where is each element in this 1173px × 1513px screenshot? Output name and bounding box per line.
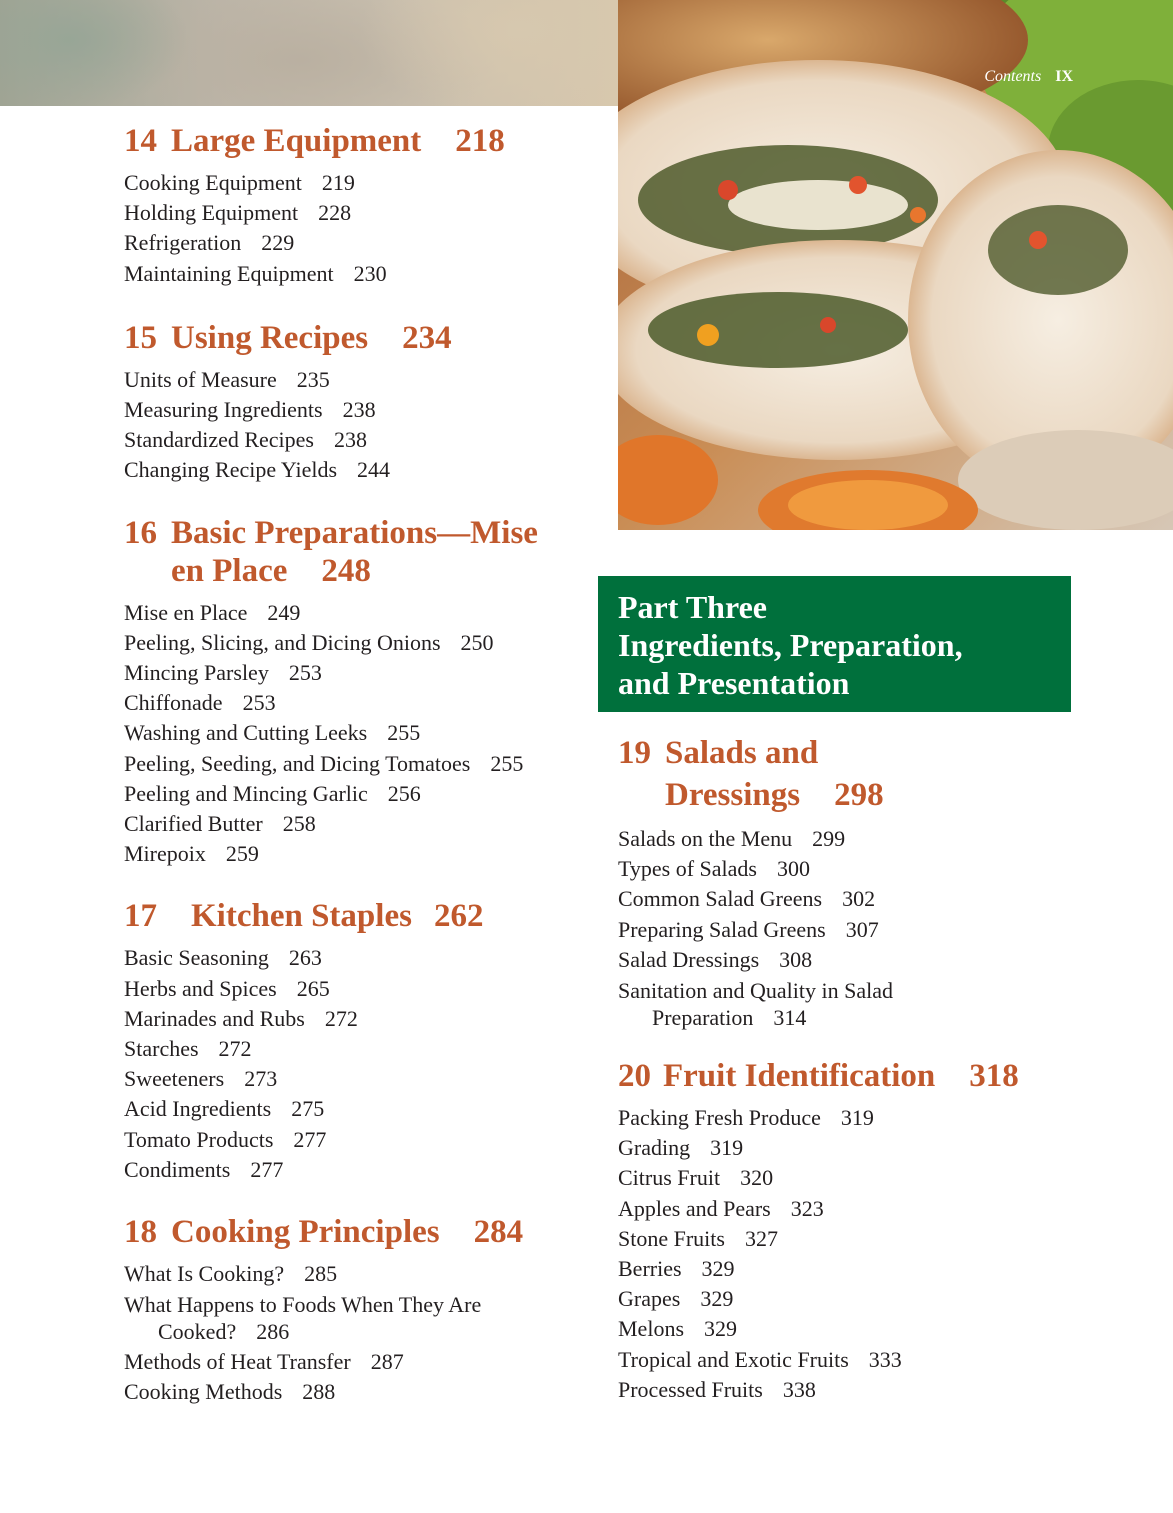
toc-entry[interactable]	[618, 884, 1088, 914]
entry-page: 302	[842, 886, 876, 912]
toc-entry[interactable]	[124, 943, 594, 973]
entry-page: 286	[256, 1319, 290, 1345]
entry-page: 238	[334, 427, 367, 453]
entry-page: 319	[840, 1105, 874, 1131]
entry-page: 333	[868, 1346, 902, 1372]
section-list	[618, 824, 1088, 1031]
chapter-number: 19	[618, 735, 651, 771]
toc-entry[interactable]	[124, 1155, 594, 1185]
entry-page: 244	[357, 457, 391, 483]
entry-title: Processed Fruits	[618, 1376, 763, 1402]
entry-title: Chiffonade	[124, 690, 223, 716]
chapter-number: 15	[124, 319, 157, 356]
toc-entry[interactable]	[124, 1347, 594, 1377]
toc-entry[interactable]	[618, 1375, 1088, 1405]
toc-entry[interactable]	[124, 749, 594, 779]
toc-entry[interactable]	[124, 1259, 594, 1289]
chapter-14	[124, 122, 594, 289]
running-head-label: Contents	[984, 68, 1042, 85]
chapter-title-text: Large Equipment	[171, 123, 422, 159]
toc-entry[interactable]	[124, 1094, 594, 1124]
entry-page: 338	[782, 1376, 816, 1402]
chapter-number: 17	[124, 898, 157, 935]
chapter-title	[171, 319, 594, 357]
entry-title: Tomato Products	[124, 1126, 274, 1152]
entry-page: 314	[773, 1005, 807, 1031]
running-head	[984, 68, 1073, 86]
toc-entry[interactable]	[618, 824, 1088, 854]
entry-page: 299	[812, 826, 846, 851]
toc-entry[interactable]	[618, 1194, 1088, 1224]
entry-page: 253	[288, 660, 322, 686]
running-head-page: IX	[1055, 68, 1073, 85]
chapter-title	[171, 514, 594, 590]
toc-entry[interactable]	[124, 198, 594, 228]
toc-entry[interactable]	[618, 1284, 1088, 1314]
toc-entry[interactable]	[124, 1125, 594, 1155]
toc-entry[interactable]	[124, 628, 594, 658]
section-list	[124, 1259, 594, 1408]
toc-entry[interactable]	[618, 945, 1088, 975]
chapter-heading[interactable]	[618, 732, 1088, 816]
chapter-heading[interactable]	[124, 514, 594, 590]
toc-entry[interactable]	[124, 974, 594, 1004]
entry-page: 319	[710, 1135, 744, 1161]
toc-entry[interactable]	[124, 598, 594, 628]
entry-title: Holding Equipment	[124, 200, 299, 226]
chapter-19	[618, 732, 1088, 1031]
chapter-number: 20	[618, 1058, 651, 1095]
entry-title: Mirepoix	[124, 841, 206, 867]
entry-title: Acid Ingredients	[124, 1096, 272, 1122]
contents-right-column	[618, 732, 1088, 1405]
entry-page: 228	[318, 200, 352, 226]
chapter-heading[interactable]	[618, 1057, 1088, 1095]
entry-page: 323	[790, 1195, 824, 1221]
entry-page: 258	[282, 811, 316, 837]
entry-page: 255	[387, 720, 421, 746]
chapter-number: 14	[124, 123, 157, 159]
entry-page: 272	[218, 1036, 252, 1062]
toc-entry[interactable]	[124, 1377, 594, 1407]
entry-title: Grading	[618, 1135, 691, 1161]
toc-entry[interactable]	[618, 854, 1088, 884]
part-three-banner[interactable]	[598, 576, 1071, 712]
entry-page: 285	[304, 1261, 338, 1287]
entry-title: Changing Recipe Yields	[124, 457, 338, 483]
entry-page: 277	[293, 1126, 327, 1152]
entry-page: 287	[370, 1349, 404, 1375]
toc-entry[interactable]	[124, 839, 594, 869]
section-list	[124, 943, 594, 1185]
entry-page: 329	[700, 1286, 734, 1312]
chapter-title	[171, 122, 594, 160]
entry-page: 307	[845, 916, 879, 942]
chapter-20	[618, 1057, 1088, 1405]
chapter-17	[124, 897, 594, 1185]
chapter-page: 218	[455, 123, 505, 159]
chapter-title	[191, 897, 594, 935]
decorative-photo-strip	[0, 0, 618, 106]
part-title-line-1: Ingredients, Preparation,	[618, 627, 963, 663]
toc-entry[interactable]	[618, 915, 1088, 945]
entry-title: Common Salad Greens	[618, 886, 823, 912]
entry-page: 265	[296, 975, 330, 1001]
chapter-title-text: Using Recipes	[171, 319, 369, 356]
toc-entry[interactable]	[124, 425, 594, 455]
entry-title: Mise en Place	[124, 599, 248, 625]
entry-page: 255	[490, 750, 524, 776]
toc-entry[interactable]	[618, 1163, 1088, 1193]
entry-title: Stone Fruits	[618, 1225, 725, 1251]
chapter-title-line-1: Salads and	[665, 735, 819, 771]
toc-entry[interactable]	[124, 365, 594, 395]
section-list	[124, 365, 594, 486]
entry-title: Cooking Methods	[124, 1379, 283, 1405]
toc-entry[interactable]	[124, 395, 594, 425]
part-label: Part Three	[618, 589, 767, 625]
entry-page: 308	[779, 946, 813, 972]
entry-title: Apples and Pears	[618, 1195, 771, 1221]
entry-title: Condiments	[124, 1156, 231, 1182]
entry-page: 219	[321, 170, 355, 195]
entry-title: Standardized Recipes	[124, 427, 314, 453]
entry-page: 300	[777, 856, 810, 882]
chapter-number: 18	[124, 1214, 157, 1251]
entry-title: Citrus Fruit	[618, 1165, 721, 1191]
entry-title: Clarified Butter	[124, 811, 263, 837]
entry-title: Tropical and Exotic Fruits	[618, 1346, 849, 1372]
part-title-line-2: and Presentation	[618, 665, 850, 701]
chapter-page: 298	[834, 777, 884, 813]
entry-page: 273	[244, 1066, 278, 1092]
toc-entry[interactable]	[618, 1224, 1088, 1254]
toc-entry[interactable]	[618, 1103, 1088, 1133]
entry-title: Salad Dressings	[618, 946, 760, 972]
entry-page: 277	[250, 1156, 284, 1182]
entry-page: 256	[387, 780, 421, 806]
entry-title: Packing Fresh Produce	[618, 1105, 821, 1131]
entry-page: 275	[291, 1096, 325, 1122]
entry-page: 329	[701, 1256, 735, 1282]
toc-entry[interactable]	[124, 809, 594, 839]
toc-entry[interactable]	[124, 1291, 594, 1345]
toc-entry[interactable]	[124, 658, 594, 688]
entry-title: Methods of Heat Transfer	[124, 1349, 351, 1375]
section-list	[124, 598, 594, 870]
entry-title: Sweeteners	[124, 1066, 225, 1092]
toc-entry[interactable]	[618, 1345, 1088, 1375]
entry-title: Berries	[618, 1256, 682, 1282]
chapter-page: 248	[321, 552, 371, 589]
entry-title: Peeling, Seeding, and Dicing Tomatoes	[124, 750, 471, 776]
toc-entry[interactable]	[124, 718, 594, 748]
entry-title: Refrigeration	[124, 230, 242, 256]
entry-title: Herbs and Spices	[124, 975, 277, 1001]
food-illustration	[618, 0, 1173, 530]
entry-title-line-2: Preparation	[652, 1005, 754, 1031]
entry-title: Marinades and Rubs	[124, 1005, 305, 1031]
toc-entry[interactable]	[618, 977, 1088, 1031]
entry-title-line-2: Cooked?	[158, 1319, 237, 1345]
chapter-title-line-1: Basic Preparations—Mise	[171, 514, 538, 551]
entry-page: 329	[704, 1316, 737, 1342]
chapter-title-line-2: Dressings	[665, 777, 801, 813]
section-list	[618, 1103, 1088, 1405]
entry-title: Basic Seasoning	[124, 945, 269, 971]
entry-title: Maintaining Equipment	[124, 260, 334, 286]
chapter-title-line-2: en Place	[171, 552, 288, 589]
toc-entry[interactable]	[124, 228, 594, 258]
entry-title: Preparing Salad Greens	[618, 916, 826, 942]
chapter-title	[663, 1057, 1088, 1095]
entry-page: 263	[288, 945, 322, 971]
toc-entry[interactable]	[124, 455, 594, 485]
entry-page: 259	[225, 841, 259, 867]
entry-page: 272	[324, 1005, 358, 1031]
toc-entry[interactable]	[124, 1064, 594, 1094]
chapter-heading[interactable]	[124, 319, 594, 357]
chapter-15	[124, 319, 594, 486]
toc-entry[interactable]	[124, 779, 594, 809]
chapter-heading[interactable]	[124, 1213, 594, 1251]
entry-title-line-1: Sanitation and Quality in Salad	[618, 978, 893, 1004]
entry-title: What Is Cooking?	[124, 1261, 285, 1287]
entry-title: Melons	[618, 1316, 684, 1342]
chapter-heading[interactable]	[124, 122, 594, 160]
toc-entry[interactable]	[124, 1034, 594, 1064]
entry-title: Mincing Parsley	[124, 660, 269, 686]
entry-title: Washing and Cutting Leeks	[124, 720, 368, 746]
entry-title: Starches	[124, 1036, 199, 1062]
chapter-title-text: Fruit Identification	[663, 1058, 936, 1095]
entry-title: Cooking Equipment	[124, 170, 302, 195]
entry-title: Measuring Ingredients	[124, 397, 323, 423]
chapter-page: 234	[402, 319, 452, 356]
stuffed-pork-roll-photo	[618, 0, 1173, 530]
entry-title: Peeling, Slicing, and Dicing Onions	[124, 629, 441, 655]
entry-page: 327	[744, 1225, 778, 1251]
entry-page: 230	[353, 260, 387, 286]
toc-entry[interactable]	[124, 259, 594, 289]
chapter-title-text: Cooking Principles	[171, 1214, 440, 1251]
toc-entry[interactable]	[124, 1004, 594, 1034]
chapter-heading[interactable]	[124, 897, 594, 935]
toc-entry[interactable]	[618, 1133, 1088, 1163]
entry-page: 320	[740, 1165, 774, 1191]
entry-title: Grapes	[618, 1286, 681, 1312]
chapter-page: 284	[473, 1214, 524, 1251]
entry-title: Peeling and Mincing Garlic	[124, 780, 368, 806]
chapter-16	[124, 514, 594, 870]
contents-left-column	[124, 122, 594, 1408]
toc-entry[interactable]	[124, 168, 594, 198]
entry-page: 253	[242, 690, 276, 716]
entry-page: 235	[296, 366, 330, 392]
section-list	[124, 168, 594, 289]
chapter-title-text: Kitchen Staples	[191, 898, 412, 935]
chapter-18	[124, 1213, 594, 1408]
chapter-page: 262	[433, 898, 484, 935]
toc-entry[interactable]	[618, 1254, 1088, 1284]
chapter-page: 318	[969, 1058, 1019, 1095]
entry-page: 250	[460, 629, 494, 655]
entry-page: 288	[302, 1379, 336, 1405]
chapter-number: 16	[124, 514, 157, 551]
entry-title: Types of Salads	[618, 856, 757, 882]
entry-title: Units of Measure	[124, 366, 277, 392]
entry-title: Salads on the Menu	[618, 826, 793, 851]
chapter-title	[665, 732, 1088, 816]
entry-page: 229	[261, 230, 295, 256]
chapter-title	[171, 1213, 594, 1251]
toc-entry[interactable]	[618, 1314, 1088, 1344]
entry-page: 249	[267, 599, 301, 625]
entry-title-line-1: What Happens to Foods When They Are	[124, 1292, 482, 1318]
toc-entry[interactable]	[124, 688, 594, 718]
entry-page: 238	[342, 397, 376, 423]
